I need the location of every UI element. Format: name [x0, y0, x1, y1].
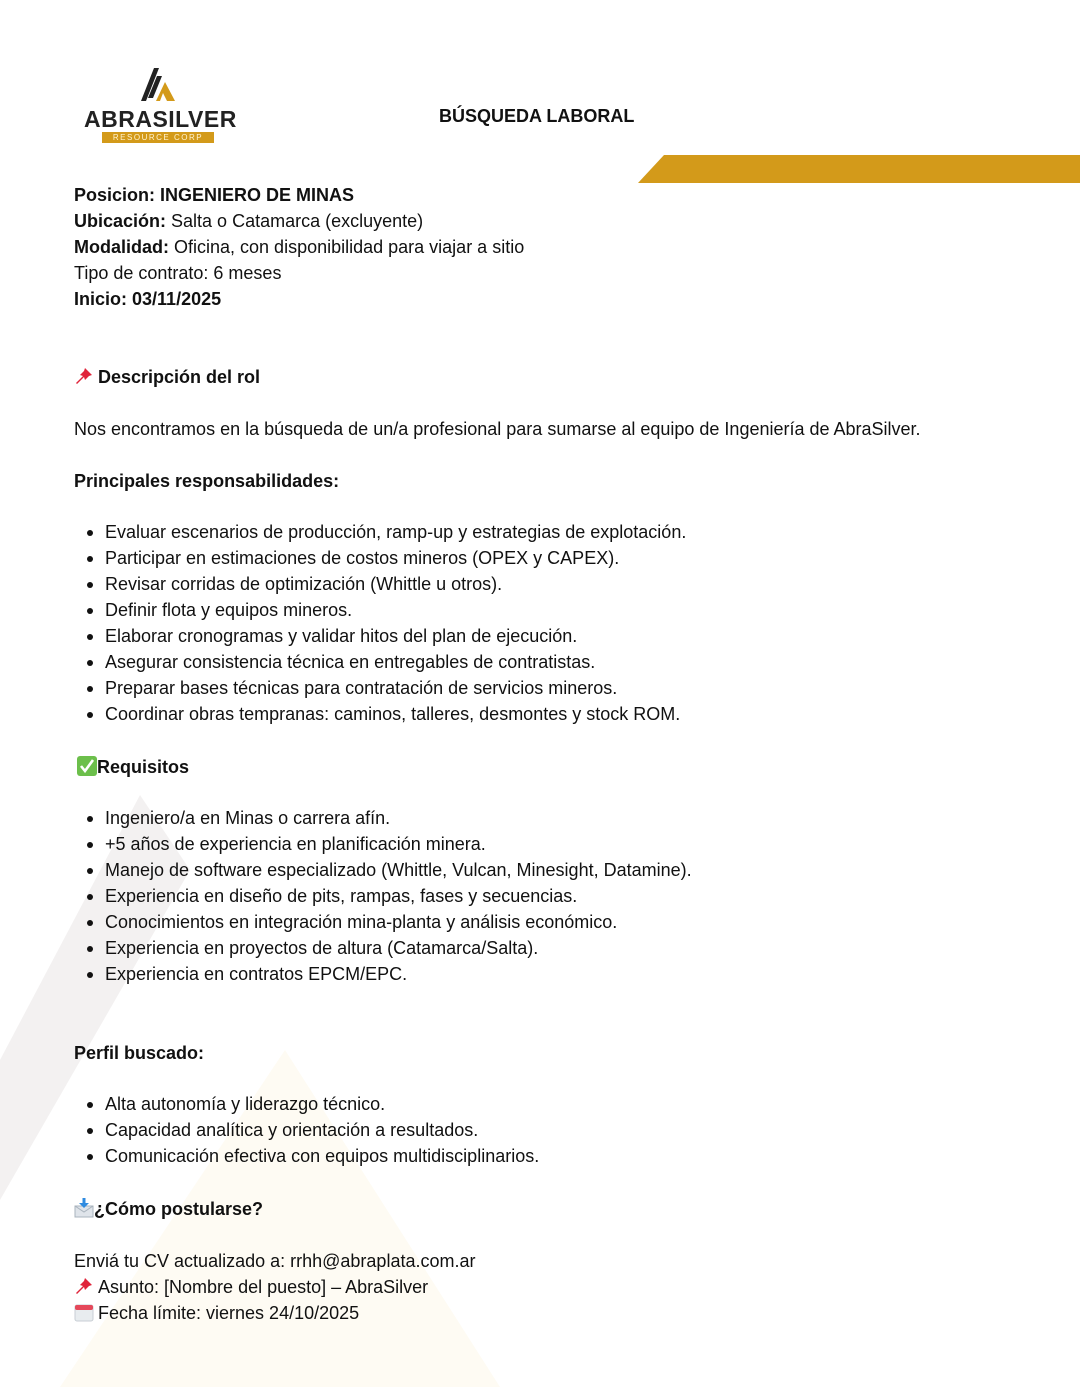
list-item: Comunicación efectiva con equipos multidisciplinarios. — [105, 1143, 539, 1169]
company-logo — [84, 66, 244, 146]
responsibilities-list — [74, 519, 686, 727]
responsibilities-heading: Principales responsabilidades: — [74, 471, 340, 491]
mode-value: Oficina, con disponibilidad para viajar a sitio — [174, 237, 525, 257]
location-line — [74, 209, 423, 233]
list-item: Experiencia en diseño de pits, rampas, fases y secuencias. — [105, 883, 692, 909]
location-label: Ubicación: — [74, 211, 167, 231]
requirements-list — [74, 805, 692, 987]
calendar-icon — [74, 1302, 94, 1322]
requirements-heading — [77, 755, 189, 779]
contract-line: Tipo de contrato: 6 meses — [74, 263, 282, 283]
apply-heading — [74, 1197, 263, 1221]
apply-deadline-text: Fecha límite: viernes 24/10/2025 — [98, 1303, 360, 1323]
start-label: Inicio: — [74, 289, 127, 309]
position-value: INGENIERO DE MINAS — [160, 185, 355, 205]
list-item: Participar en estimaciones de costos mineros (OPEX y CAPEX). — [105, 545, 686, 571]
pushpin-icon — [74, 1276, 94, 1296]
mode-label: Modalidad: — [74, 237, 169, 257]
apply-subject-line — [74, 1275, 428, 1299]
start-value: 03/11/2025 — [132, 289, 222, 309]
apply-subject-text: Asunto: [Nombre del puesto] – AbraSilver — [98, 1277, 429, 1297]
list-item: Asegurar consistencia técnica en entregables de contratistas. — [105, 649, 686, 675]
list-item: Evaluar escenarios de producción, ramp-up y estrategias de explotación. — [105, 519, 686, 545]
list-item: Experiencia en proyectos de altura (Catamarca/Salta). — [105, 935, 692, 961]
mode-line — [74, 235, 524, 259]
list-item: Alta autonomía y liderazgo técnico. — [105, 1091, 539, 1117]
list-item: Conocimientos en integración mina-planta y análisis económico. — [105, 909, 692, 935]
list-item: Preparar bases técnicas para contratación de servicios mineros. — [105, 675, 686, 701]
logo-subtitle: RESOURCE CORP — [102, 132, 214, 143]
pushpin-icon — [74, 366, 94, 386]
role-heading-text: Descripción del rol — [98, 367, 261, 387]
check-mark-icon — [77, 756, 97, 776]
logo-wordmark: ABRASILVER — [84, 106, 237, 132]
list-item: Capacidad analítica y orientación a resultados. — [105, 1117, 539, 1143]
profile-heading: Perfil buscado: — [74, 1043, 205, 1063]
list-item: Definir flota y equipos mineros. — [105, 597, 686, 623]
position-line — [74, 183, 354, 207]
apply-send-text: Enviá tu CV actualizado a: rrhh@abraplata.com.ar — [74, 1251, 476, 1271]
requirements-heading-text: Requisitos — [97, 757, 190, 777]
role-heading — [74, 365, 260, 389]
list-item: Experiencia en contratos EPCM/EPC. — [105, 961, 692, 987]
accent-band — [638, 155, 1080, 183]
position-label: Posicion: — [74, 185, 156, 205]
envelope-download-icon — [74, 1198, 94, 1218]
profile-list — [74, 1091, 539, 1169]
apply-heading-text: ¿Cómo postularse? — [94, 1199, 264, 1219]
list-item: Elaborar cronogramas y validar hitos del plan de ejecución. — [105, 623, 686, 649]
list-item: Coordinar obras tempranas: caminos, talleres, desmontes y stock ROM. — [105, 701, 686, 727]
list-item: Revisar corridas de optimización (Whittle u otros). — [105, 571, 686, 597]
list-item: Ingeniero/a en Minas o carrera afín. — [105, 805, 692, 831]
page-title: BÚSQUEDA LABORAL — [439, 106, 635, 126]
list-item: +5 años de experiencia en planificación minera. — [105, 831, 692, 857]
apply-deadline-line — [74, 1301, 359, 1325]
list-item: Manejo de software especializado (Whittle, Vulcan, Minesight, Datamine). — [105, 857, 692, 883]
mountain-logo-icon — [139, 68, 179, 104]
start-line — [74, 287, 221, 311]
location-value: Salta o Catamarca (excluyente) — [171, 211, 424, 231]
role-description: Nos encontramos en la búsqueda de un/a profesional para sumarse al equipo de Ingeniería de AbraSilver. — [74, 419, 921, 439]
